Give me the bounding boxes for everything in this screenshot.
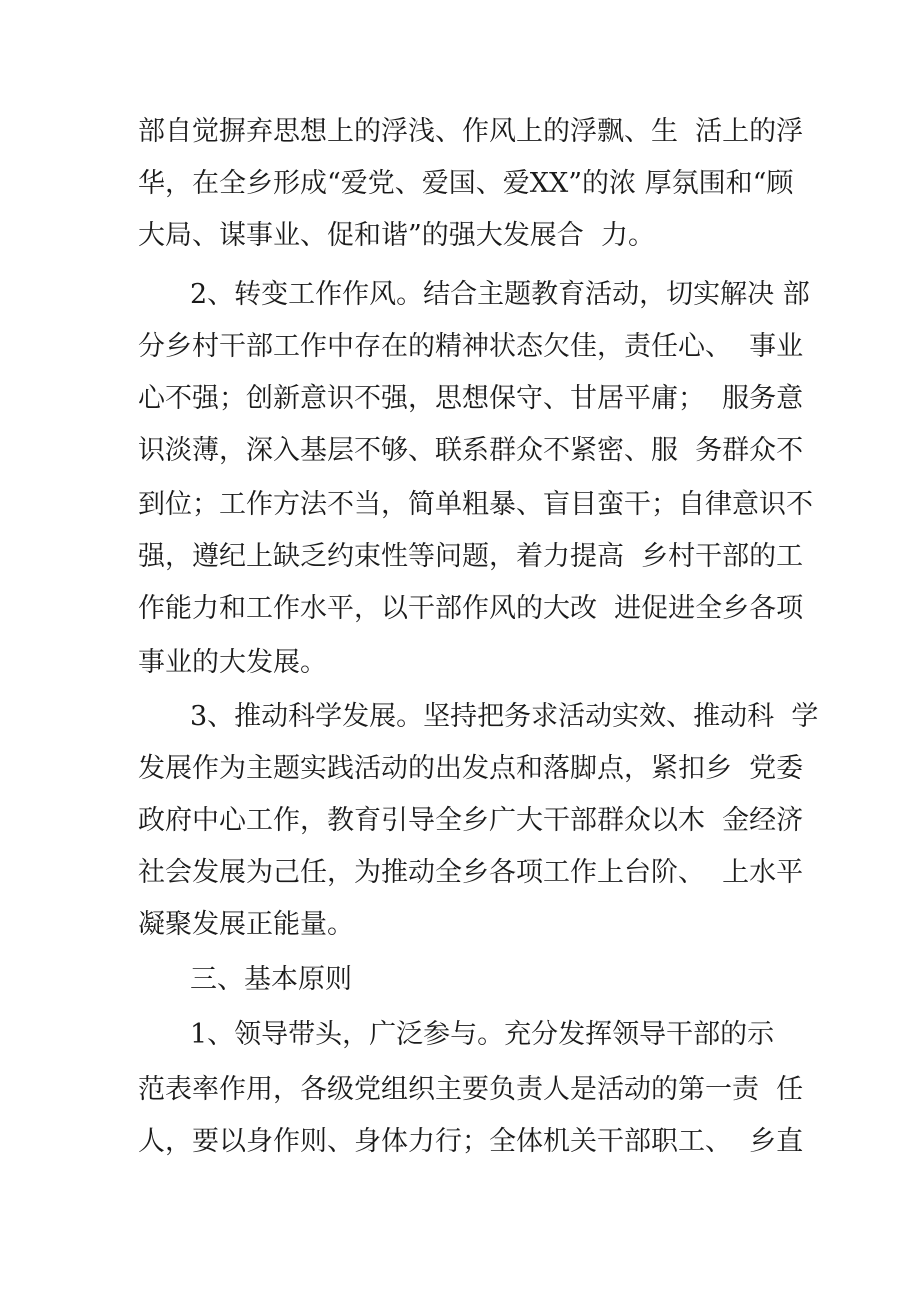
text-line: 事业的大发展。 [138, 647, 327, 678]
text-line: 社会发展为己任，为推动全乡各项工作上台阶、 上水平 [138, 857, 804, 888]
text-line: 大局、谋事业、促和谐”的强大发展合 力。 [138, 220, 655, 251]
paragraph-heading-3: 3、推动科学发展。坚持把务求活动实效、推动科 学 [190, 701, 819, 732]
text-line: 发展作为主题实践活动的出发点和落脚点，紧扣乡 党委 [138, 753, 804, 784]
text-line: 分乡村干部工作中存在的精神状态欠佳，责任心、 事业 [138, 331, 804, 362]
text-line: 范表率作用，各级党组织主要负责人是活动的第一责 任 [138, 1074, 804, 1105]
text-line: 心不强；创新意识不强，思想保守、甘居平庸； 服务意 [138, 383, 804, 414]
text-line: 作能力和工作水平，以干部作风的大改 进促进全乡各项 [138, 593, 804, 624]
text-line: 识淡薄，深入基层不够、联系群众不紧密、服 务群众不 [138, 435, 804, 466]
text-line: 华，在全乡形成“爱党、爱国、爱XX”的浓 厚氛围和“顾 [138, 168, 794, 199]
text-line: 凝聚发展正能量。 [138, 909, 354, 940]
paragraph-heading-1: 1、领导带头，广泛参与。充分发挥领导干部的示 [190, 1019, 775, 1050]
text-line: 到位；工作方法不当，简单粗暴、盲目蛮干；自律意识不 [138, 489, 813, 520]
text-line: 政府中心工作，教育引导全乡广大干部群众以木 金经济 [138, 805, 804, 836]
section-heading: 三、基本原则 [190, 964, 352, 995]
text-line: 部自觉摒弃思想上的浮浅、作风上的浮飘、生 活上的浮 [138, 116, 804, 147]
text-line: 强，遵纪上缺乏约束性等问题，着力提高 乡村干部的工 [138, 541, 804, 572]
text-line: 人，要以身作则、身体力行；全体机关干部职工、 乡直 [138, 1126, 804, 1157]
paragraph-heading-2: 2、转变工作作风。结合主题教育活动，切实解决 部 [190, 279, 810, 310]
